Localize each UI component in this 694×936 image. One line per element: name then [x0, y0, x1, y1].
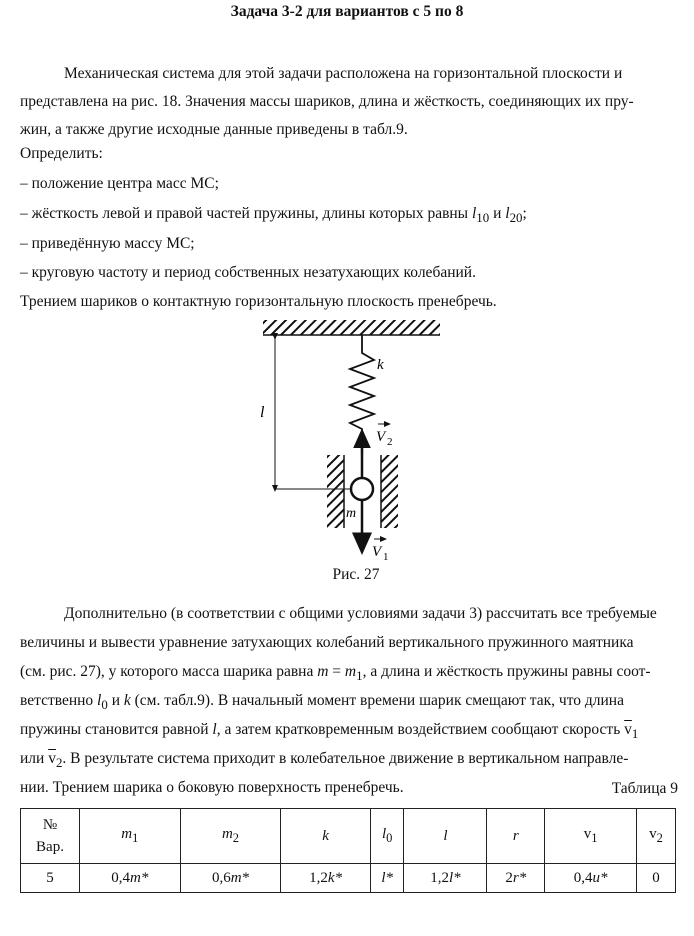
header-k: k [281, 809, 371, 864]
spring [350, 335, 374, 433]
cell-m2: 0,6m* [180, 864, 281, 893]
bullet-frequency: – круговую частоту и период собственных незатухающих колебаний. [20, 264, 476, 281]
left-wall [327, 455, 344, 528]
friction-note: Трением шариков о контактную горизонтальную плоскость пренебречь. [20, 293, 497, 310]
cell-k: 1,2k* [281, 864, 371, 893]
determine-label: Определить: [20, 145, 103, 162]
table-row [21, 864, 676, 893]
label-v2 [376, 424, 393, 448]
data-table [20, 808, 676, 893]
task-title: Задача 3-2 для вариантов с 5 по 8 [230, 3, 464, 20]
header-v1: $v_1$ [545, 809, 637, 864]
intro-line-3: жин, а также другие исходные данные приведены в табл.9. [20, 121, 408, 138]
header-m2: $m_2$ [180, 809, 281, 864]
extra-line-3: (см. рис. 27), у которого масса шарика равна $m = m_1$, а длина и жёсткость пружины равны соот- [20, 663, 651, 684]
bullet-center-of-mass: – положение центра масс МС; [20, 175, 219, 192]
header-l: l [404, 809, 487, 864]
header-m1: $m_1$ [80, 809, 181, 864]
header-v2: $v_2$ [636, 809, 675, 864]
cell-l: 1,2l* [404, 864, 487, 893]
extra-line-6: или $\overline{v}_2$. В результате система приходит в колебательное движение в вертикальном направле- [20, 750, 629, 771]
cell-r: 2r* [487, 864, 545, 893]
cell-l0: l* [370, 864, 403, 893]
table-header-row [21, 809, 676, 864]
header-variant: № Вар. [21, 809, 80, 864]
bullet-spring-stiffness: – жёсткость левой и правой частей пружины, длины которых равны $l_{10}$ и $l_{20}$; [20, 205, 527, 226]
label-l: l [260, 404, 265, 421]
cell-variant: 5 [21, 864, 80, 893]
label-v1 [372, 539, 389, 563]
svg-text:2: 2 [387, 436, 393, 448]
cell-m1: 0,4m* [80, 864, 181, 893]
intro-line-2: представлена на рис. 18. Значения массы шариков, длина и жёсткость, соединяющих их пру- [20, 93, 634, 110]
svg-text:1: 1 [383, 551, 389, 563]
figure-caption: Рис. 27 [332, 566, 380, 583]
bullet-reduced-mass: – приведённую массу МС; [20, 235, 195, 252]
extra-line-4: ветственно $l_0$ и k (см. табл.9). В начальный момент времени шарик смещают так, что длина [20, 692, 624, 713]
cell-v1: 0,4u* [545, 864, 637, 893]
header-r: r [487, 809, 545, 864]
label-m: m [346, 506, 357, 521]
extra-line-7: нии. Трением шарика о боковую поверхность пренебречь. [20, 779, 404, 796]
right-wall [381, 455, 398, 528]
extra-line-2: величины и вывести уравнение затухающих колебаний вертикального пружинного маятника [20, 634, 634, 651]
ceiling-hatch [263, 320, 440, 335]
header-l0: $l_0$ [370, 809, 403, 864]
extra-line-1: Дополнительно (в соответствии с общими условиями задачи 3) рассчитать все требуемые [64, 605, 657, 622]
svg-text:V: V [376, 429, 386, 445]
extra-line-5: пружины становится равной l, а затем кратковременным воздействием сообщают скорость $\overline{v}_1$ [20, 721, 639, 742]
ball [351, 478, 373, 500]
pendulum-figure [250, 315, 450, 565]
cell-v2: 0 [636, 864, 675, 893]
svg-text:V: V [372, 544, 382, 560]
intro-line-1: Механическая система для этой задачи расположена на горизонтальной плоскости и [64, 65, 623, 82]
table-label: Таблица 9 [611, 780, 678, 797]
label-k: k [377, 357, 384, 373]
